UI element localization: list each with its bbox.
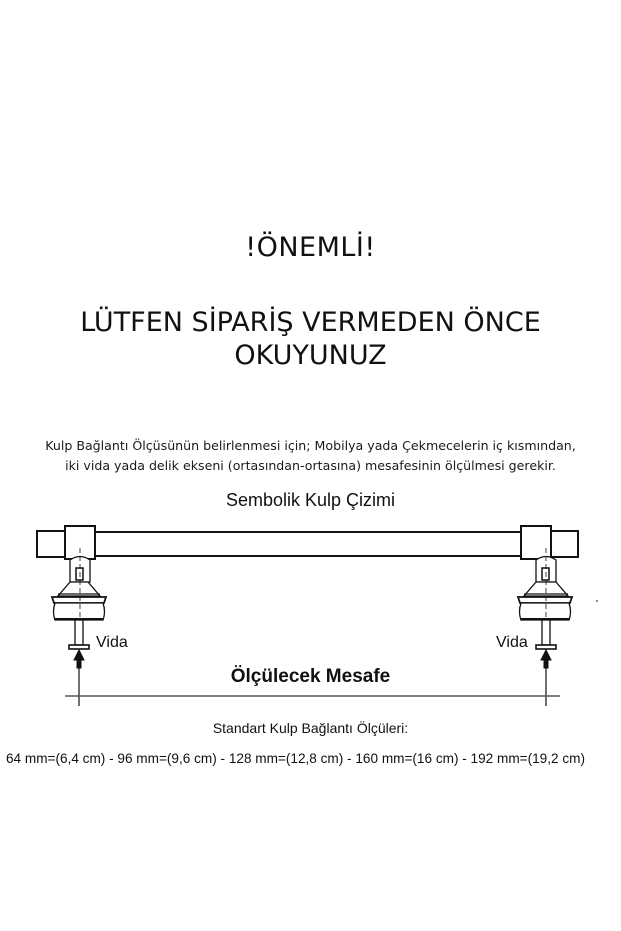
- left-screw-label: Vida: [96, 634, 128, 651]
- standard-sizes-values: 64 mm=(6,4 cm) - 96 mm=(9,6 cm) - 128 mm=(12,8 cm) - 160 mm=(16 cm) - 192 mm=(19,2 cm): [6, 751, 586, 766]
- screw-icon: [69, 620, 89, 649]
- instructions-line-1: Kulp Bağlantı Ölçüsünün belirlenmesi için; Mobilya yada Çekmecelerin iç kısmından,: [45, 438, 576, 453]
- warning-line-1: LÜTFEN SİPARİŞ VERMEDEN ÖNCE: [80, 307, 541, 338]
- measure-distance-label: Ölçülecek Mesafe: [230, 666, 391, 687]
- handle-bar-drawing: [37, 526, 578, 559]
- right-screw-label: Vida: [496, 634, 528, 651]
- important-heading: !ÖNEMLİ!: [245, 232, 376, 263]
- diagram-title: Sembolik Kulp Çizimi: [225, 490, 396, 510]
- standard-sizes-title: Standart Kulp Bağlantı Ölçüleri:: [212, 720, 409, 736]
- screw-icon: [536, 620, 556, 649]
- instructions-line-2: iki vida yada delik ekseni (ortasından-ortasına) mesafesinin ölçülmesi gerekir.: [65, 458, 556, 473]
- warning-line-2: OKUYUNUZ: [234, 340, 387, 371]
